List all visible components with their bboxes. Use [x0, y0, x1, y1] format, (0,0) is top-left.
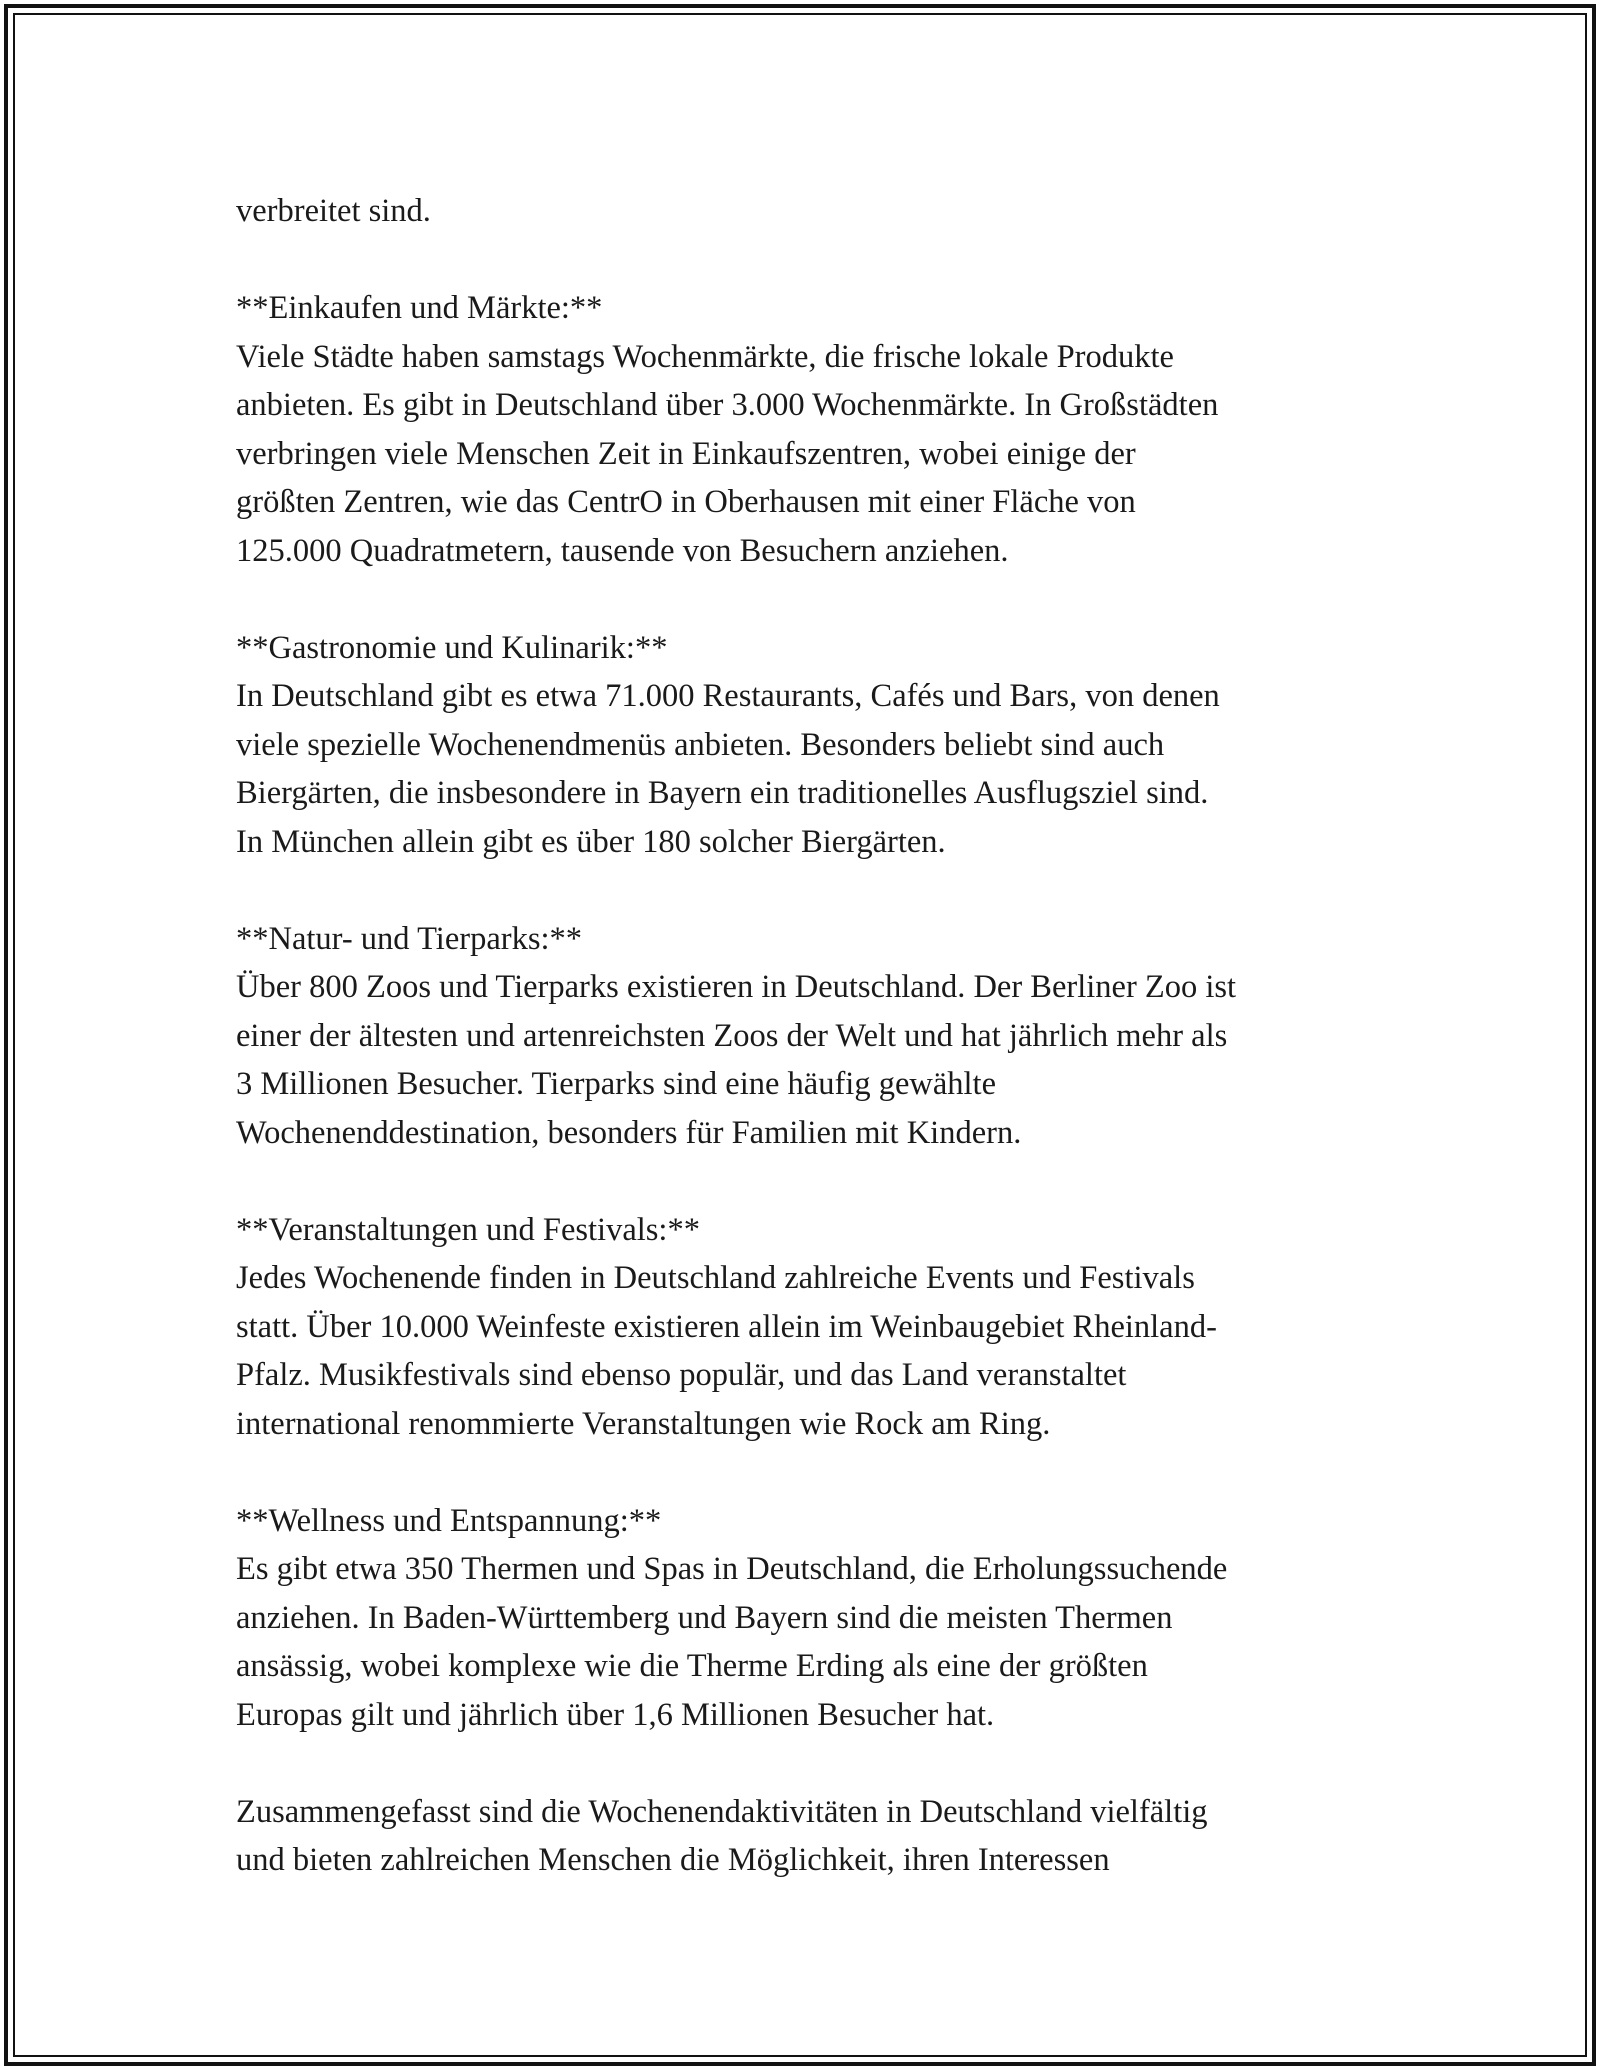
- section-gastronomy: [236, 624, 1416, 867]
- section-shopping-markets: [236, 284, 1416, 575]
- section-events-festivals: [236, 1206, 1416, 1449]
- section-wellness: [236, 1497, 1416, 1740]
- text-line: In Deutschland gibt es etwa 71.000 Restaurants, Cafés und Bars, von denen: [236, 678, 1220, 714]
- section-heading: **Einkaufen und Märkte:**: [236, 290, 603, 326]
- document-body: [236, 187, 1416, 1933]
- text-line: 3 Millionen Besucher. Tierparks sind eine häufig gewählte: [236, 1066, 997, 1102]
- text-line: 125.000 Quadratmetern, tausende von Besuchern anziehen.: [236, 532, 1009, 569]
- text-line: Pfalz. Musikfestivals sind ebenso populär, und das Land veranstaltet: [236, 1357, 1127, 1393]
- text-line: Viele Städte haben samstags Wochenmärkte, die frische lokale Produkte: [236, 338, 1174, 375]
- text-line: größten Zentren, wie das CentrO in Oberhausen mit einer Fläche von: [236, 484, 1136, 520]
- section-heading: **Natur- und Tierparks:**: [236, 920, 582, 957]
- text-line: statt. Über 10.000 Weinfeste existieren allein im Weinbaugebiet Rheinland-: [236, 1308, 1217, 1345]
- section-heading: **Wellness und Entspannung:**: [236, 1502, 662, 1539]
- text-line: viele spezielle Wochenendmenüs anbieten. Besonders beliebt sind auch: [236, 726, 1165, 763]
- paragraph-continuation: [236, 187, 1416, 236]
- section-heading: **Veranstaltungen und Festivals:**: [236, 1211, 700, 1248]
- text-line: international renommierte Veranstaltungen wie Rock am Ring.: [236, 1405, 1051, 1442]
- text-line: In München allein gibt es über 180 solcher Biergärten.: [236, 823, 946, 860]
- text-line: Europas gilt und jährlich über 1,6 Millionen Besucher hat.: [236, 1696, 995, 1733]
- text-line: Zusammengefasst sind die Wochenendaktivitäten in Deutschland vielfältig: [236, 1793, 1208, 1830]
- section-nature-zoos: [236, 915, 1416, 1158]
- text-line: ansässig, wobei komplexe wie die Therme Erding als eine der größten: [236, 1648, 1148, 1684]
- paragraph-summary: [236, 1788, 1416, 1885]
- text-line: einer der ältesten und artenreichsten Zoos der Welt und hat jährlich mehr als: [236, 1017, 1228, 1054]
- section-heading: **Gastronomie und Kulinarik:**: [236, 629, 668, 666]
- text-line: verbringen viele Menschen Zeit in Einkaufszentren, wobei einige der: [236, 435, 1136, 472]
- text-line: Es gibt etwa 350 Thermen und Spas in Deutschland, die Erholungssuchende: [236, 1551, 1228, 1587]
- text-line: Über 800 Zoos und Tierparks existieren in Deutschland. Der Berliner Zoo ist: [236, 969, 1237, 1005]
- text-line: Wochenenddestination, besonders für Familien mit Kindern.: [236, 1114, 1022, 1151]
- text-line: anbieten. Es gibt in Deutschland über 3.000 Wochenmärkte. In Großstädten: [236, 387, 1219, 423]
- text-line: und bieten zahlreichen Menschen die Möglichkeit, ihren Interessen: [236, 1842, 1110, 1878]
- text-line: anziehen. In Baden-Württemberg und Bayern sind die meisten Thermen: [236, 1599, 1173, 1636]
- text-line: Jedes Wochenende finden in Deutschland zahlreiche Events und Festivals: [236, 1260, 1195, 1296]
- text-line: verbreitet sind.: [236, 193, 431, 229]
- text-line: Biergärten, die insbesondere in Bayern ein traditionelles Ausflugsziel sind.: [236, 775, 1209, 811]
